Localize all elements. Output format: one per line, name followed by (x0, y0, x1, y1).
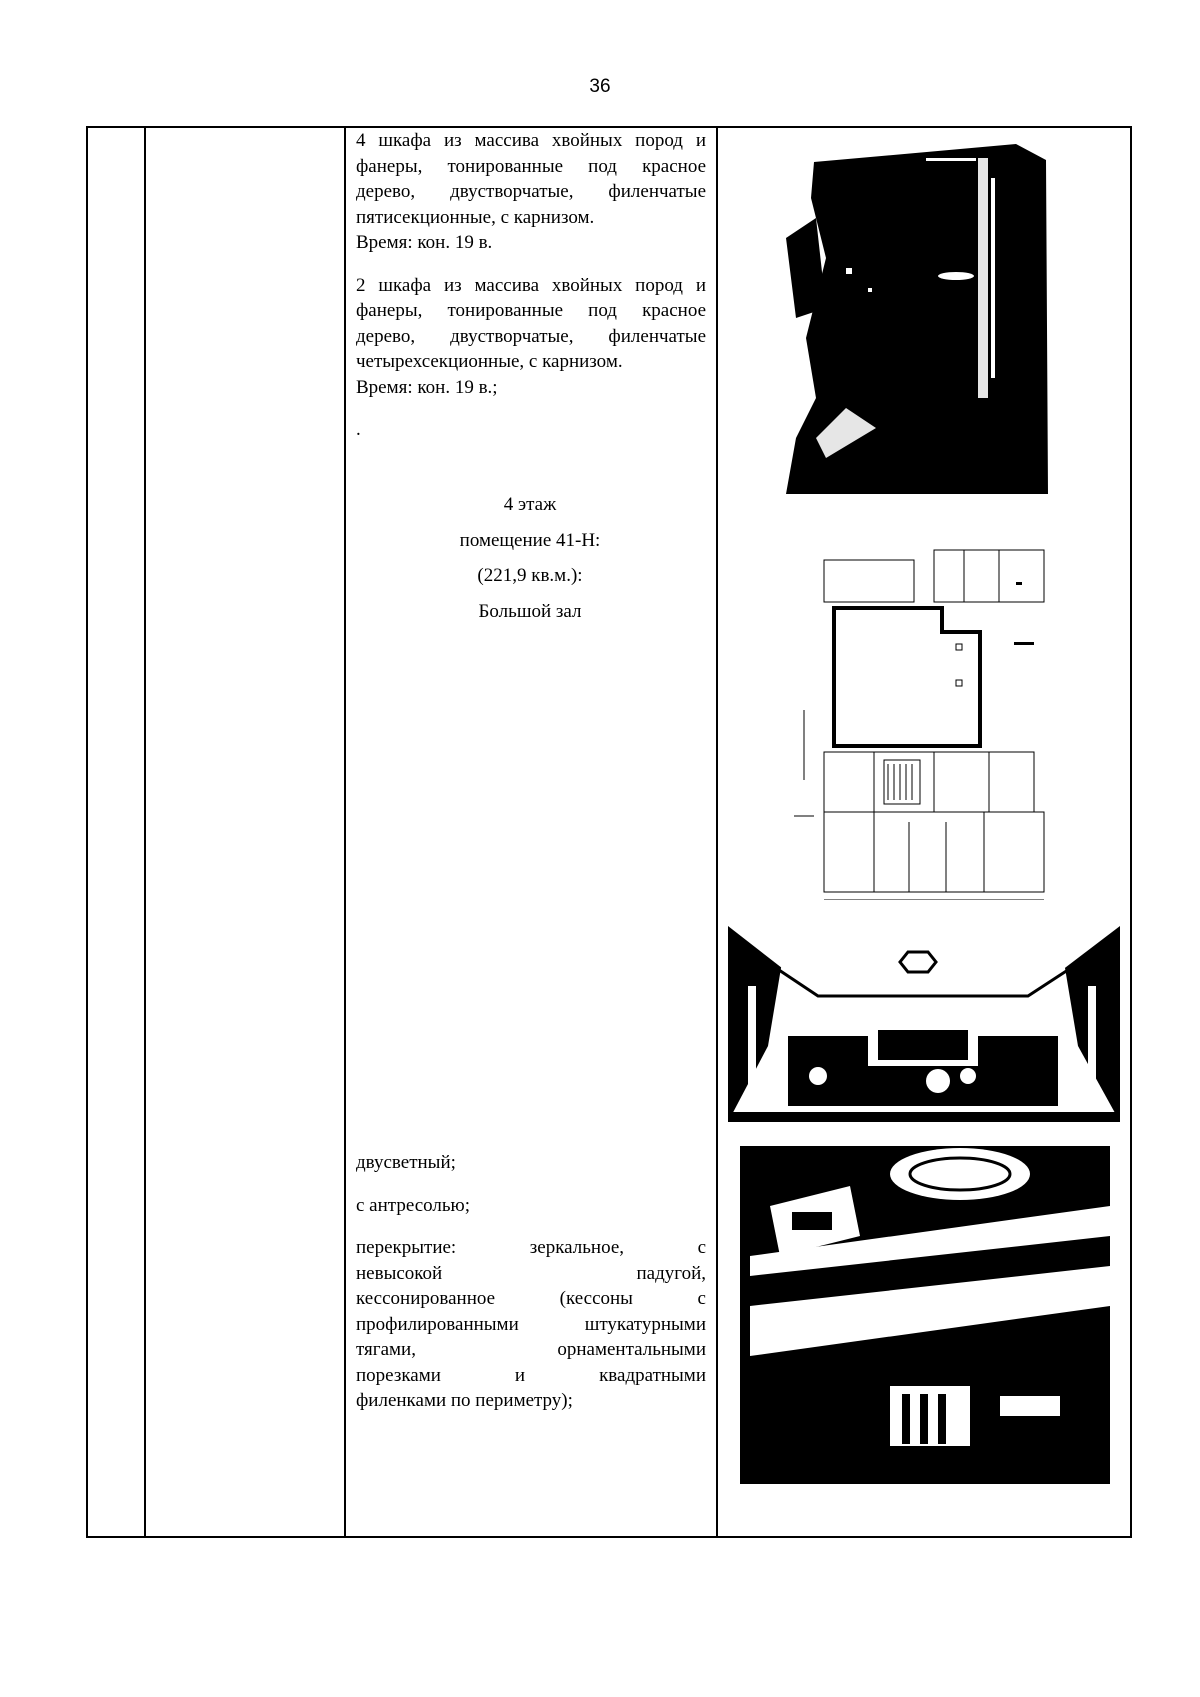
column-divider-3 (716, 126, 718, 1538)
wardrobe-photo (786, 138, 1060, 494)
ceiling-photo (740, 1146, 1110, 1484)
ceiling-line-5: тягами, орнаментальными (356, 1339, 706, 1360)
hall-interior-photo (728, 926, 1120, 1122)
column-divider-2 (344, 126, 346, 1538)
stray-dot: . (356, 419, 361, 440)
cabinets-4section-date: Время: кон. 19 в.; (356, 376, 498, 398)
page-number: 36 (589, 76, 611, 97)
feature-double-height: двусветный; (356, 1152, 456, 1173)
room-heading (346, 492, 714, 624)
cabinets-description (356, 128, 706, 443)
ceiling-line-6: порезками и квадратными (356, 1364, 706, 1386)
ceiling-line-3: кессонированное (кессоны с (356, 1288, 706, 1309)
ceiling-line-2: невысокой падугой, (356, 1262, 706, 1284)
premises-label: помещение 41-Н: (459, 529, 601, 551)
ceiling-line-4: профилированными штукатурными (356, 1313, 706, 1335)
hall-features (356, 1150, 706, 1414)
room-name: Большой зал (478, 600, 582, 622)
ceiling-line-1: перекрытие: зеркальное, с (356, 1237, 706, 1258)
column-divider-1 (144, 126, 146, 1538)
ceiling-line-7: филенками по периметру); (356, 1390, 573, 1411)
cabinets-5section-date: Время: кон. 19 в. (356, 232, 493, 253)
area-label: (221,9 кв.м.): (477, 565, 583, 586)
floor-plan-drawing (784, 540, 1064, 900)
cabinets-4section-text: 2 шкафа из массива хвойных пород и фанеры, тонированные под красное дерево, двустворчатые, филенчатые четырехсекционные, с карнизом. (356, 274, 706, 372)
cabinets-5section-text: 4 шкафа из массива хвойных пород и фанеры, тонированные под красное дерево, двустворчатые, филенчатые пятисекционные, с карнизом. (356, 130, 706, 228)
feature-mezzanine: с антресолью; (356, 1194, 471, 1216)
floor-label: 4 этаж (503, 494, 557, 515)
